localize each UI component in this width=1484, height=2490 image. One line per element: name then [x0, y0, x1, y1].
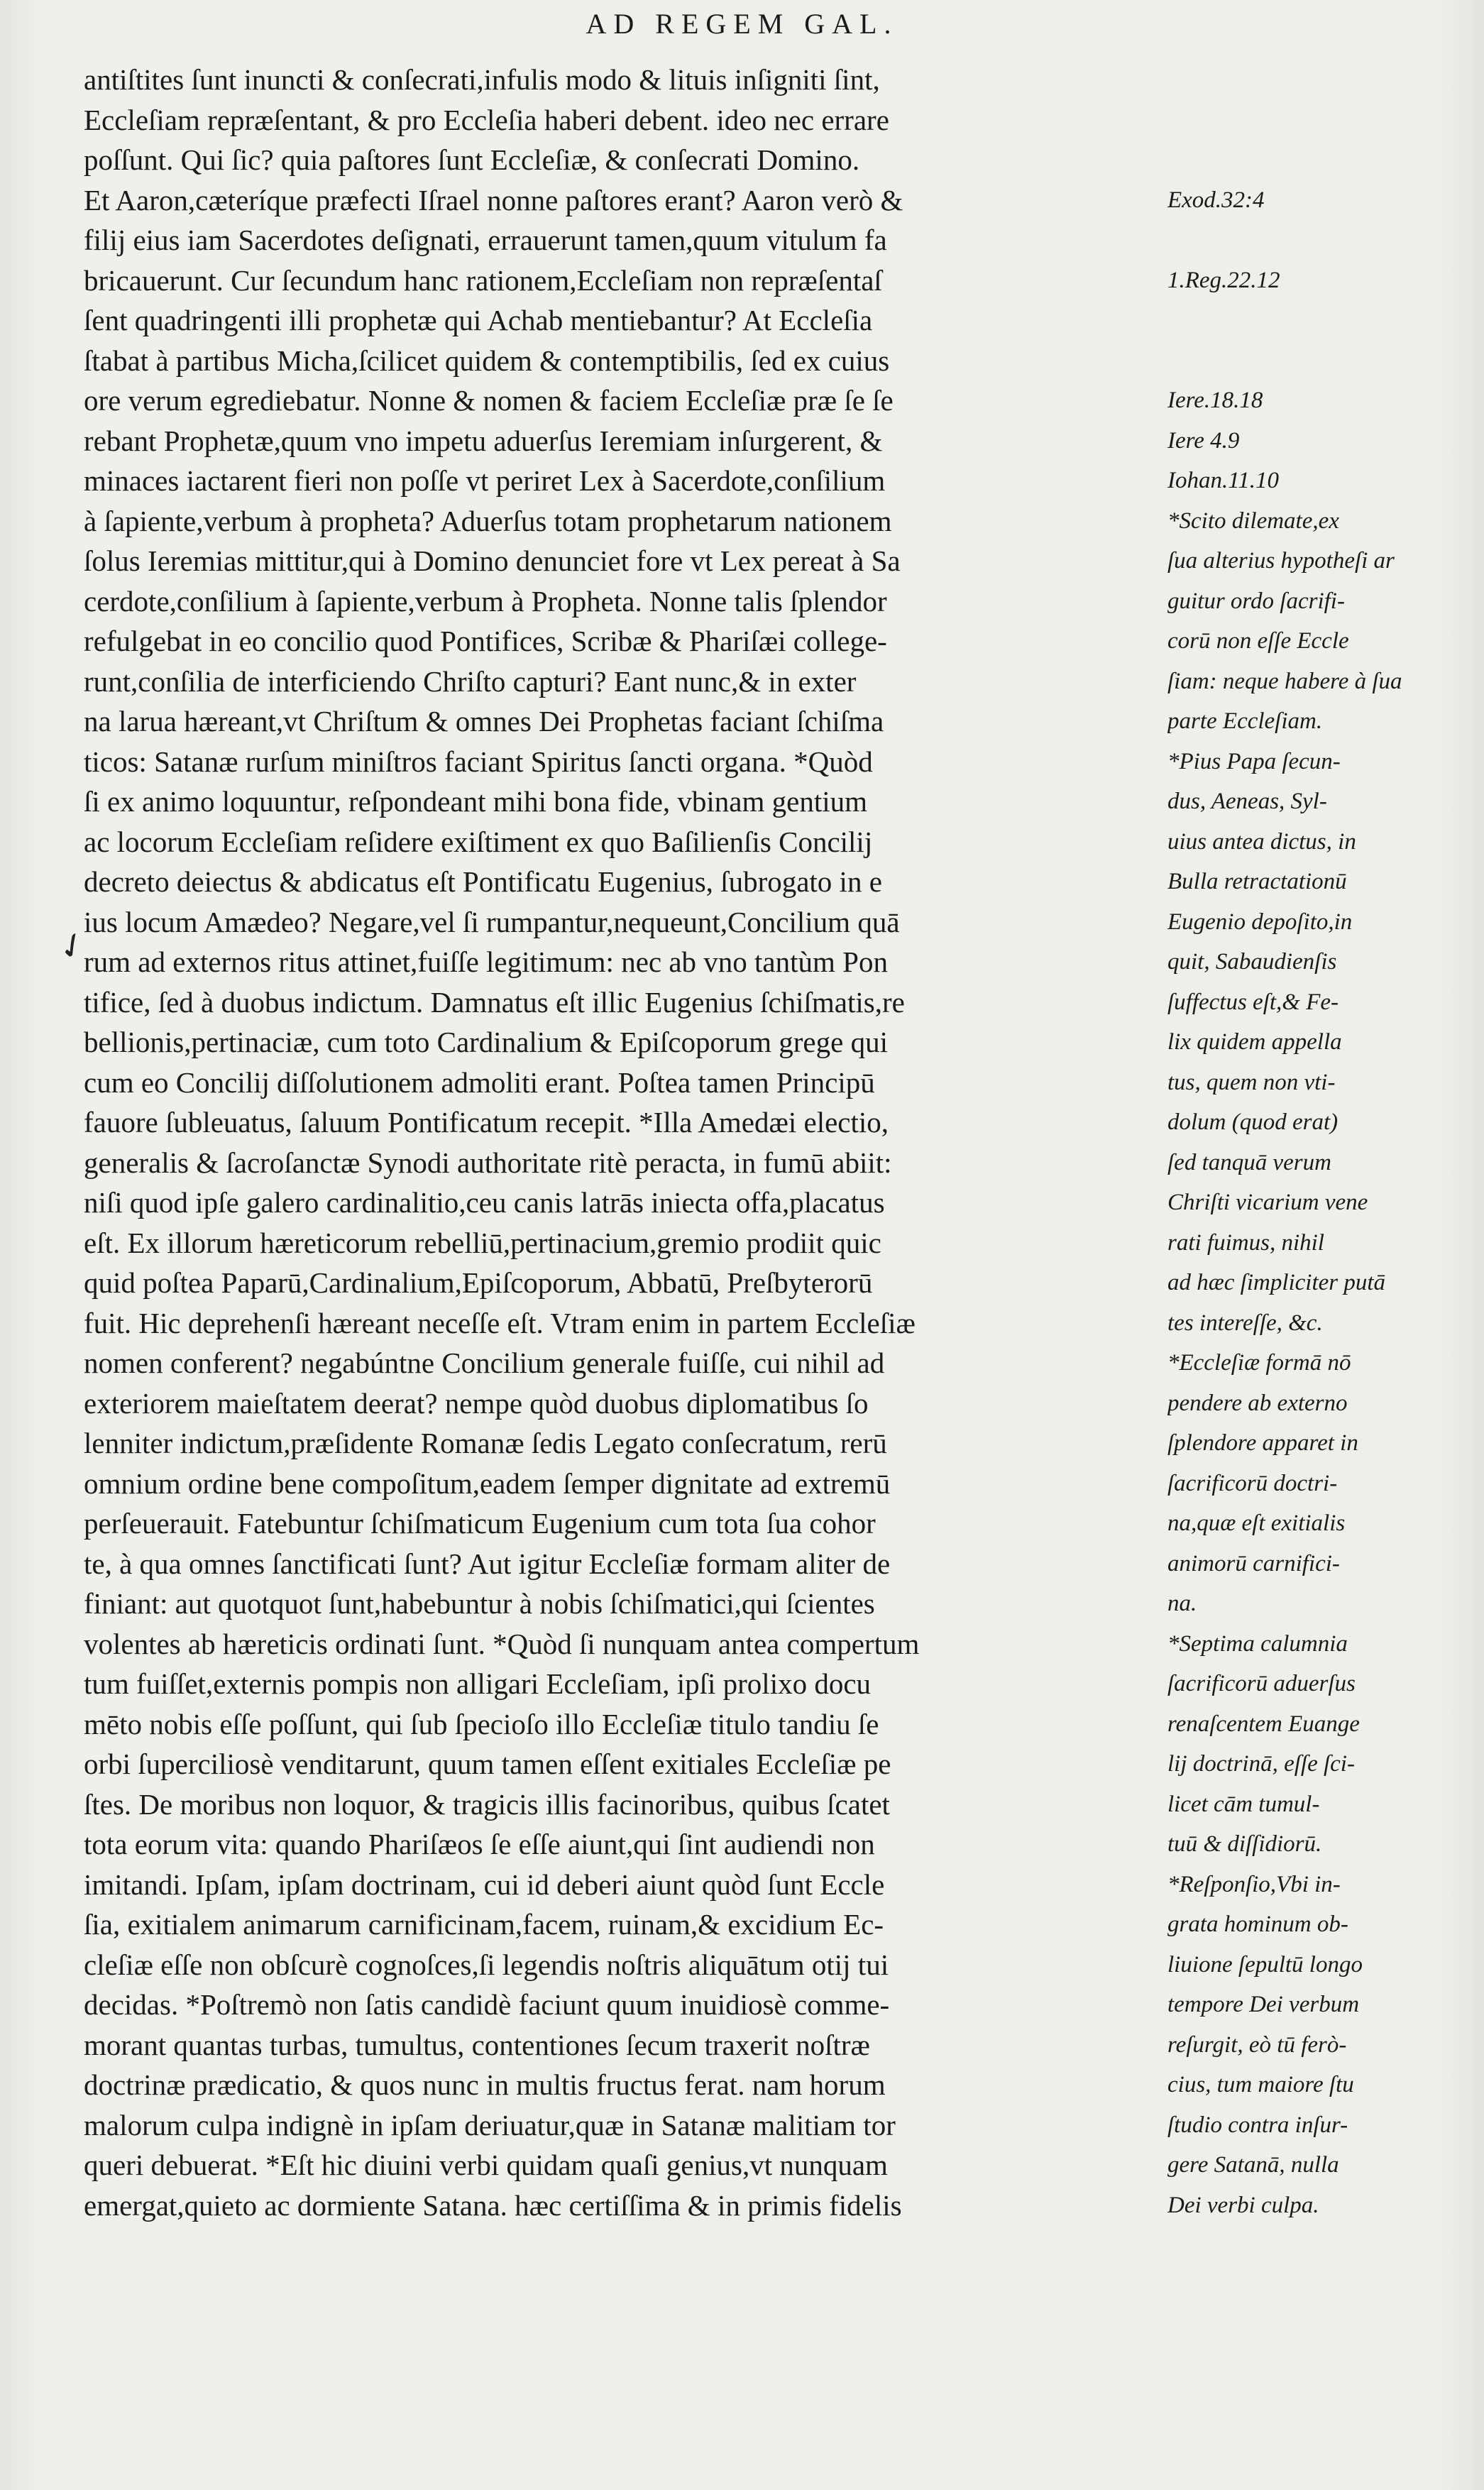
margin-note: dus, Aeneas, Syl- — [1167, 789, 1327, 814]
text-line: tifice, ſed à duobus indictum. Damnatus eſt illic Eugenius ſchiſmatis,re — [84, 985, 905, 1019]
margin-note: tes intereſſe, &c. — [1167, 1310, 1323, 1336]
margin-note: Bulla retractationū — [1167, 869, 1347, 894]
margin-note: na,quæ eſt exitialis — [1167, 1510, 1346, 1536]
margin-note: ſed tanquā verum — [1167, 1149, 1331, 1175]
margin-note: Iohan.11.10 — [1167, 468, 1280, 493]
margin-note: reſurgit, eò tū ferò- — [1167, 2031, 1347, 2058]
text-line: rebant Prophetæ,quum vno impetu aduerſus Ieremiam inſurgerent, & — [84, 424, 883, 457]
margin-note: Eugenio depoſito,in — [1167, 909, 1353, 935]
text-line: morant quantas turbas, tumultus, contentiones ſecum traxerit noſtræ — [84, 2028, 870, 2061]
text-line: na larua hæreant,vt Chriſtum & omnes Dei Prophetas faciant ſchiſma — [84, 705, 884, 737]
margin-note: na. — [1167, 1591, 1197, 1616]
margin-note: tus, quem non vti- — [1167, 1069, 1336, 1095]
margin-note: Exod.32:4 — [1167, 187, 1265, 213]
margin-note — [1167, 300, 1483, 341]
margin-note: *Pius Papa ſecun- — [1167, 748, 1341, 774]
text-line: mēto nobis eſſe poſſunt, qui ſub ſpecioſo illo Eccleſiæ titulo tandiu ſe — [84, 1707, 879, 1740]
text-line: decidas. *Poſtremò non ſatis candidè faciunt quum inuidiosè comme- — [84, 1988, 890, 2021]
margin-note: animorū carnifici- — [1167, 1550, 1340, 1576]
margin-note: *Eccleſiæ formā nō — [1167, 1350, 1351, 1376]
ink-check-mark: ✓ — [50, 921, 95, 971]
margin-note: ſacrificorū aduerſus — [1167, 1671, 1356, 1696]
margin-note: pendere ab externo — [1167, 1390, 1348, 1416]
margin-note: parte Eccleſiam. — [1167, 708, 1323, 734]
text-line: nomen conferent? negabúntne Concilium generale fuiſſe, cui nihil ad — [84, 1347, 885, 1379]
text-line: ſolus Ieremias mittitur,qui à Domino denunciet fore vt Lex pereat à Sa — [84, 544, 901, 577]
text-line: cleſiæ eſſe non obſcurè cognoſces,ſi legendis noſtris aliquātum otij tui — [84, 1948, 889, 1981]
text-line: exteriorem maieſtatem deerat? nempe quòd duobus diplomatibus ſo — [84, 1386, 869, 1420]
margin-note: Iere.18.18 — [1167, 388, 1263, 413]
text-line: ac locorum Eccleſiam reſidere exiſtiment ex quo Baſilienſis Concilij — [84, 825, 873, 858]
margin-note: 1.Reg.22.12 — [1167, 267, 1280, 293]
margin-note — [1167, 220, 1483, 260]
text-line: cum eo Concilij diſſolutionem admoliti erant. Poſtea tamen Principū — [84, 1065, 875, 1099]
margin-note — [1167, 100, 1483, 141]
margin-note: guitur ordo ſacrifi- — [1167, 588, 1345, 614]
text-line: ſent quadringenti illi prophetæ qui Achab mentiebantur? At Eccleſia — [84, 304, 873, 336]
text-line: te, à qua omnes ſanctificati ſunt? Aut igitur Eccleſiæ formam aliter de — [84, 1547, 891, 1580]
text-line: ſia, exitialem animarum carnificinam,facem, ruinam,& excidium Ec- — [84, 1908, 884, 1941]
margin-note: uius antea dictus, in — [1167, 828, 1356, 855]
text-line: generalis & ſacroſanctæ Synodi authoritate ritè peracta, in fumū abiit: — [84, 1146, 892, 1179]
text-line: bricauerunt. Cur ſecundum hanc rationem,Eccleſiam non repræſentaſ — [84, 263, 882, 297]
margin-note: licet cām tumul- — [1167, 1791, 1320, 1817]
text-line: ſi ex animo loquuntur, reſpondeant mihi bona fide, vbinam gentium — [84, 785, 867, 818]
text-line: ius locum Amædeo? Negare,vel ſi rumpantur,nequeunt,Concilium quā — [84, 905, 900, 938]
text-line: finiant: aut quotquot ſunt,habebuntur à nobis ſchiſmatici,qui ſcientes — [84, 1587, 875, 1620]
text-line: malorum culpa indignè in ipſam deriuatur,quæ in Satanæ malitiam tor — [84, 2108, 896, 2141]
margin-note: ad hæc ſimpliciter putā — [1167, 1270, 1386, 1295]
margin-note: cius, tum maiore ſtu — [1167, 2072, 1354, 2097]
margin-note: gere Satanā, nulla — [1167, 2152, 1339, 2178]
margin-note — [1167, 60, 1483, 100]
margin-note: liuione ſepultū longo — [1167, 1951, 1363, 1978]
margin-note — [1167, 140, 1483, 180]
text-line: doctrinæ prædicatio, & quos nunc in multis fructus ferat. nam horum — [84, 2068, 886, 2101]
margin-note: Dei verbi culpa. — [1167, 2192, 1319, 2218]
margin-note: grata hominum ob- — [1167, 1912, 1348, 1937]
text-line: orbi ſuperciliosè venditarunt, quum tamen eſſent exitiales Eccleſiæ pe — [84, 1748, 891, 1780]
text-line: ſtabat à partibus Micha,ſcilicet quidem & contemptibilis, ſed ex cuius — [84, 344, 890, 377]
margin-note: *Scito dilemate,ex — [1167, 508, 1339, 534]
text-line: antiſtites ſunt inuncti & conſecrati,infulis modo & lituis inſigniti ſint, — [84, 63, 880, 96]
margin-note: Iere 4.9 — [1167, 427, 1240, 454]
text-line: quid poſtea Paparū,Cardinalium,Epiſcoporum, Abbatū, Preſbyterorū — [84, 1266, 873, 1299]
text-line: ticos: Satanæ rurſum miniſtros faciant Spiritus ſancti organa. *Quòd — [84, 745, 873, 778]
margin-note — [1167, 341, 1483, 381]
body-text — [84, 60, 1177, 2225]
margin-note: *Reſponſio,Vbi in- — [1167, 1871, 1341, 1897]
margin-note: ſiam: neque habere à ſua — [1167, 668, 1402, 694]
margin-note: *Septima calumnia — [1167, 1630, 1348, 1657]
text-line: ſtes. De moribus non loquor, & tragicis illis facinoribus, quibus ſcatet — [84, 1787, 890, 1821]
text-line: fuit. Hic deprehenſi hæreant neceſſe eſt. Vtram enim in partem Eccleſiæ — [84, 1306, 916, 1339]
running-head: AD REGEM GAL. — [586, 8, 898, 40]
text-line: tota eorum vita: quando Phariſæos ſe eſſe aiunt,qui ſint audiendi non — [84, 1828, 875, 1860]
text-line: poſſunt. Qui ſic? quia paſtores ſunt Eccleſiæ, & conſecrati Domino. — [84, 143, 860, 176]
margin-note: Chriſti vicarium vene — [1167, 1190, 1368, 1215]
text-line: volentes ab hæreticis ordinati ſunt. *Quòd ſi nunquam antea compertum — [84, 1627, 920, 1660]
margin-note: ſplendore apparet in — [1167, 1430, 1358, 1456]
text-line: decreto deiectus & abdicatus eſt Pontificatu Eugenius, ſubrogato in e — [84, 865, 882, 898]
text-line: rum ad externos ritus attinet,fuiſſe legitimum: nec ab vno tantùm Pon — [84, 945, 888, 978]
text-line: Et Aaron,cæteríque præfecti Iſrael nonne paſtores erant? Aaron verò & — [84, 183, 903, 216]
text-line: refulgebat in eo concilio quod Pontifices, Scribæ & Phariſæi college- — [84, 625, 887, 657]
text-line: niſi quod ipſe galero cardinalitio,ceu canis latrās iniecta offa,placatus — [84, 1186, 885, 1219]
text-line: minaces iactarent fieri non poſſe vt periret Lex à Sacerdote,conſilium — [84, 464, 886, 497]
margin-note: lij doctrinā, eſſe ſci- — [1167, 1751, 1355, 1777]
text-line: perſeuerauit. Fatebuntur ſchiſmaticum Eugenium cum tota ſua cohor — [84, 1507, 876, 1540]
margin-note: quit, Sabaudienſis — [1167, 949, 1337, 975]
text-line: Eccleſiam repræſentant, & pro Eccleſia haberi debent. ideo nec errare — [84, 103, 889, 136]
text-line: bellionis,pertinaciæ, cum toto Cardinalium & Epiſcoporum grege qui — [84, 1026, 888, 1058]
text-line: eſt. Ex illorum hæreticorum rebelliū,pertinacium,gremio prodiit quic — [84, 1226, 881, 1259]
margin-note: dolum (quod erat) — [1167, 1109, 1339, 1135]
marginalia — [1167, 60, 1483, 2225]
text-line: runt,conſilia de interficiendo Chriſto capturi? Eant nunc,& in exter — [84, 664, 857, 698]
text-line: lenniter indictum,præſidente Romanæ ſedis Legato conſecratum, rerū — [84, 1427, 887, 1459]
margin-note: corū non eſſe Eccle — [1167, 628, 1349, 654]
margin-note: ſacrificorū doctri- — [1167, 1470, 1338, 1496]
text-line: emergat,quieto ac dormiente Satana. hæc certiſſima & in primis fidelis — [84, 2188, 902, 2222]
text-line: fauore ſubleuatus, ſaluum Pontificatum recepit. *Illa Amedæi electio, — [84, 1106, 889, 1139]
margin-note: lix quidem appella — [1167, 1029, 1342, 1055]
margin-note: ſuffectus eſt,& Fe- — [1167, 989, 1339, 1015]
margin-note: tuū & diſſidiorū. — [1167, 1831, 1322, 1857]
text-line: ore verum egrediebatur. Nonne & nomen & faciem Eccleſiæ præ ſe ſe — [84, 384, 894, 417]
text-line: omnium ordine bene compoſitum,eadem ſemper dignitate ad extremū — [84, 1466, 891, 1500]
text-line: tum fuiſſet,externis pompis non alligari Eccleſiam, ipſi prolixo docu — [84, 1667, 872, 1700]
text-line: queri debuerat. *Eſt hic diuini verbi quidam quaſi genius,vt nunquam — [84, 2149, 888, 2181]
text-line: filij eius iam Sacerdotes deſignati, errauerunt tamen,quum vitulum fa — [84, 224, 887, 256]
margin-note: ſtudio contra inſur- — [1167, 2112, 1348, 2138]
text-line: à ſapiente,verbum à propheta? Aduerſus totam prophetarum nationem — [84, 504, 892, 537]
text-line: cerdote,conſilium à ſapiente,verbum à Propheta. Nonne talis ſplendor — [84, 584, 887, 618]
margin-note: tempore Dei verbum — [1167, 1992, 1360, 2017]
margin-note: rati fuimus, nihil — [1167, 1229, 1324, 1256]
margin-note: ſua alterius hypotheſi ar — [1167, 548, 1395, 574]
margin-note: renaſcentem Euange — [1167, 1711, 1360, 1737]
text-line: imitandi. Ipſam, ipſam doctrinam, cui id deberi aiunt quòd ſunt Eccle — [84, 1868, 885, 1901]
